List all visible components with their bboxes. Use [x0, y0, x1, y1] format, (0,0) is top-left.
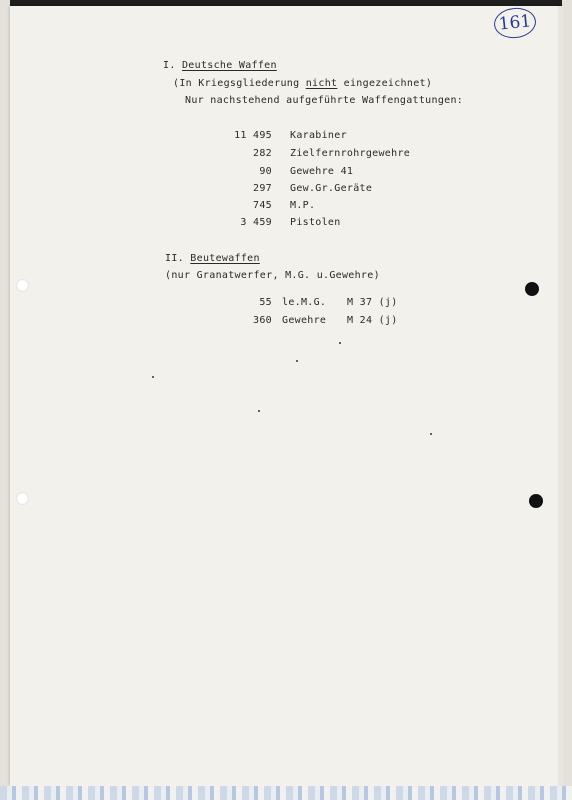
section-1-note-pre: (In Kriegsgliederung [173, 78, 306, 89]
item-model: M 24 (j) [347, 315, 398, 326]
section-2-title: Beutewaffen [190, 253, 260, 264]
item-name: Karabiner [290, 130, 347, 141]
item-name: Gew.Gr.Geräte [290, 183, 373, 194]
section-1-note-emphasis: nicht [305, 78, 338, 89]
section-1-intro: Nur nachstehend aufgeführte Waffengattungen: [185, 95, 464, 106]
item-count: 3 459 [240, 217, 272, 228]
item-count: 297 [253, 183, 272, 194]
item-count: 360 [253, 315, 272, 326]
item-count: 55 [259, 297, 272, 308]
speck [430, 433, 432, 435]
item-name: Zielfernrohrgewehre [290, 148, 411, 159]
section-1-numeral: I. [163, 60, 176, 71]
speck [339, 342, 341, 344]
item-name: M.P. [290, 200, 316, 211]
paper-sheet [10, 6, 562, 786]
ink-dot [525, 282, 539, 296]
section-2-note: (nur Granatwerfer, M.G. u.Gewehre) [165, 270, 380, 281]
speck [258, 410, 260, 412]
section-2-heading [165, 253, 260, 264]
item-name: Gewehre [282, 315, 327, 326]
scan-bottom-border [0, 786, 572, 800]
speck [296, 360, 298, 362]
item-count: 282 [253, 148, 272, 159]
item-name: Gewehre 41 [290, 166, 354, 177]
punch-hole [16, 492, 29, 505]
ink-dot [529, 494, 543, 508]
speck [152, 376, 154, 378]
section-2-numeral: II. [165, 253, 184, 264]
item-name: Pistolen [290, 217, 341, 228]
item-model: M 37 (j) [347, 297, 398, 308]
item-count: 745 [253, 200, 272, 211]
paper-edge [558, 6, 564, 786]
page-number-stamp: 161 [493, 6, 538, 40]
section-1-note-post: eingezeichnet) [337, 78, 433, 89]
item-count: 11 495 [234, 130, 272, 141]
punch-hole [16, 279, 29, 292]
section-1-title: Deutsche Waffen [181, 60, 277, 71]
item-name: le.M.G. [282, 297, 327, 308]
item-count: 90 [259, 166, 272, 177]
section-1-note [173, 78, 432, 89]
section-1-heading [163, 60, 277, 71]
